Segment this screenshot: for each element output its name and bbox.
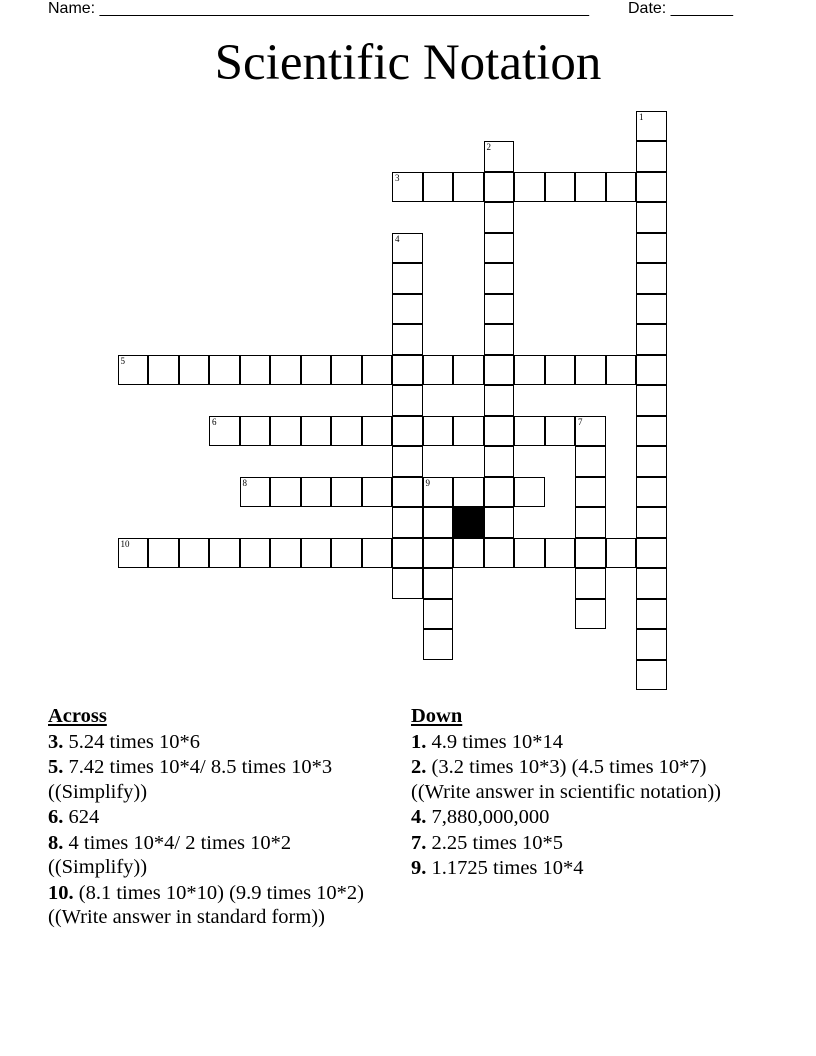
- clue-number: 10.: [48, 881, 74, 904]
- crossword-cell[interactable]: [209, 538, 240, 569]
- name-label: Name:: [48, 0, 96, 17]
- crossword-cell[interactable]: [575, 568, 606, 599]
- crossword-cell[interactable]: [636, 294, 667, 325]
- cell-number: 7: [578, 416, 583, 427]
- across-clue: [48, 881, 388, 930]
- date-label: Date:: [628, 0, 667, 17]
- cell-number: 4: [395, 233, 400, 244]
- page-title: Scientific Notation: [214, 35, 602, 91]
- crossword-cell[interactable]: [392, 446, 423, 477]
- crossword-cell[interactable]: [636, 477, 667, 508]
- crossword-cell[interactable]: [392, 538, 423, 569]
- crossword-cell[interactable]: [606, 538, 637, 569]
- crossword-cell[interactable]: [301, 538, 332, 569]
- clue-number: 8.: [48, 831, 64, 854]
- crossword-cell[interactable]: [636, 263, 667, 294]
- down-heading: Down: [411, 705, 463, 727]
- crossword-cell[interactable]: [301, 477, 332, 508]
- cell-number: 1: [639, 111, 644, 122]
- crossword-cell[interactable]: [301, 416, 332, 447]
- down-clue: [411, 730, 751, 755]
- clue-text: 5.24 times 10*6: [63, 730, 201, 753]
- across-clue-list: [48, 730, 388, 930]
- crossword-cell[interactable]: [484, 233, 515, 264]
- crossword-cell[interactable]: [575, 599, 606, 630]
- clue-text: 2.25 times 10*5: [426, 831, 564, 854]
- down-clue: [411, 831, 751, 856]
- crossword-cell[interactable]: [636, 111, 667, 142]
- black-square: [453, 507, 484, 538]
- crossword-cell[interactable]: [392, 477, 423, 508]
- clue-text: 7.42 times 10*4/ 8.5 times 10*3 ((Simplify)): [48, 756, 333, 803]
- crossword-cell[interactable]: [270, 538, 301, 569]
- crossword-cell[interactable]: [392, 355, 423, 386]
- name-line: _______________________________________________________: [99, 0, 589, 17]
- crossword-cell[interactable]: [636, 538, 667, 569]
- crossword-cell[interactable]: [484, 141, 515, 172]
- crossword-cell[interactable]: [423, 355, 454, 386]
- cell-number: 6: [212, 416, 217, 427]
- crossword-cell[interactable]: [545, 538, 576, 569]
- crossword-cell[interactable]: [179, 355, 210, 386]
- crossword-cell[interactable]: [514, 477, 545, 508]
- crossword-cell[interactable]: [575, 507, 606, 538]
- cell-number: 8: [242, 477, 247, 488]
- crossword-cell[interactable]: [148, 538, 179, 569]
- crossword-cell[interactable]: [301, 355, 332, 386]
- crossword-cell[interactable]: [575, 538, 606, 569]
- crossword-cell[interactable]: [514, 172, 545, 203]
- clue-text: (8.1 times 10*10) (9.9 times 10*2) ((Write answer in standard form)): [48, 881, 365, 928]
- crossword-cell[interactable]: [240, 355, 271, 386]
- down-clues: [411, 704, 751, 882]
- down-clue-list: [411, 730, 751, 881]
- crossword-cell[interactable]: [575, 172, 606, 203]
- crossword-cell[interactable]: [484, 477, 515, 508]
- crossword-cell[interactable]: [484, 172, 515, 203]
- crossword-cell[interactable]: [423, 507, 454, 538]
- down-clue: [411, 805, 751, 830]
- crossword-cell[interactable]: [606, 355, 637, 386]
- crossword-cell[interactable]: [484, 507, 515, 538]
- clue-number: 2.: [411, 756, 427, 778]
- crossword-cell[interactable]: [636, 416, 667, 447]
- crossword-cell[interactable]: [484, 446, 515, 477]
- crossword-cell[interactable]: [270, 416, 301, 447]
- crossword-cell[interactable]: [545, 416, 576, 447]
- crossword-cell[interactable]: [636, 233, 667, 264]
- crossword-cell[interactable]: [423, 477, 454, 508]
- crossword-cell[interactable]: [392, 294, 423, 325]
- crossword-cell[interactable]: [606, 172, 637, 203]
- clue-number: 6.: [48, 806, 64, 828]
- crossword-cell[interactable]: [636, 660, 667, 691]
- crossword-cell[interactable]: [240, 416, 271, 447]
- crossword-cell[interactable]: [362, 416, 393, 447]
- crossword-cell[interactable]: [636, 172, 667, 203]
- crossword-cell[interactable]: [545, 172, 576, 203]
- crossword-cell[interactable]: [636, 385, 667, 416]
- crossword-cell[interactable]: [453, 538, 484, 569]
- crossword-cell[interactable]: [484, 324, 515, 355]
- cell-number: 3: [395, 172, 400, 183]
- across-clues: [48, 704, 388, 931]
- cell-number: 10: [120, 538, 130, 549]
- crossword-cell[interactable]: [331, 538, 362, 569]
- crossword-cell[interactable]: [423, 416, 454, 447]
- down-clue: [411, 755, 751, 804]
- crossword-cell[interactable]: [453, 477, 484, 508]
- crossword-cell[interactable]: [423, 568, 454, 599]
- clue-number: 7.: [411, 831, 427, 854]
- crossword-cell[interactable]: [484, 416, 515, 447]
- crossword-cell[interactable]: [545, 355, 576, 386]
- crossword-cell[interactable]: [575, 477, 606, 508]
- crossword-cell[interactable]: [179, 538, 210, 569]
- date-line: _______: [670, 0, 733, 17]
- crossword-cell[interactable]: [392, 385, 423, 416]
- crossword-cell[interactable]: [575, 355, 606, 386]
- crossword-cell[interactable]: [362, 538, 393, 569]
- crossword-cell[interactable]: [453, 355, 484, 386]
- crossword-cell[interactable]: [514, 538, 545, 569]
- crossword-cell[interactable]: [636, 568, 667, 599]
- crossword-cell[interactable]: [575, 446, 606, 477]
- crossword-cell[interactable]: [484, 263, 515, 294]
- crossword-cell[interactable]: [392, 416, 423, 447]
- clue-text: 1.1725 times 10*4: [426, 857, 584, 879]
- crossword-cell[interactable]: [514, 355, 545, 386]
- crossword-cell[interactable]: [148, 355, 179, 386]
- cell-number: 9: [425, 477, 430, 488]
- crossword-cell[interactable]: [392, 263, 423, 294]
- clue-text: 4.9 times 10*14: [426, 730, 564, 753]
- crossword-cell[interactable]: [240, 538, 271, 569]
- crossword-cell[interactable]: [118, 538, 149, 569]
- across-clue: [48, 730, 388, 755]
- across-clue: [48, 755, 388, 804]
- clue-number: 4.: [411, 806, 427, 828]
- cell-number: 5: [120, 355, 125, 366]
- crossword-cell[interactable]: [636, 141, 667, 172]
- clue-text: 7,880,000,000: [426, 806, 550, 828]
- crossword-cell[interactable]: [362, 477, 393, 508]
- crossword-cell[interactable]: [636, 355, 667, 386]
- crossword-cell[interactable]: [392, 172, 423, 203]
- crossword-cell[interactable]: [362, 355, 393, 386]
- clue-text: 624: [63, 806, 100, 828]
- across-heading: Across: [48, 705, 107, 727]
- crossword-cell[interactable]: [331, 477, 362, 508]
- crossword-cell[interactable]: [453, 416, 484, 447]
- crossword-cell[interactable]: [392, 507, 423, 538]
- crossword-cell[interactable]: [514, 416, 545, 447]
- clue-text: 4 times 10*4/ 2 times 10*2 ((Simplify)): [48, 831, 292, 878]
- crossword-cell[interactable]: [484, 294, 515, 325]
- crossword-cell[interactable]: [636, 446, 667, 477]
- crossword-cell[interactable]: [636, 629, 667, 660]
- crossword-cell[interactable]: [484, 202, 515, 233]
- clue-number: 9.: [411, 857, 427, 879]
- crossword-cell[interactable]: [636, 324, 667, 355]
- crossword-cell[interactable]: [240, 477, 271, 508]
- clue-number: 3.: [48, 730, 64, 753]
- crossword-cell[interactable]: [423, 538, 454, 569]
- crossword-cell[interactable]: [270, 477, 301, 508]
- crossword-cell[interactable]: [209, 355, 240, 386]
- crossword-cell[interactable]: [423, 599, 454, 630]
- clue-number: 5.: [48, 756, 64, 778]
- crossword-cell[interactable]: [331, 416, 362, 447]
- crossword-cell[interactable]: [484, 385, 515, 416]
- crossword-cell[interactable]: [209, 416, 240, 447]
- across-clue: [48, 805, 388, 830]
- crossword-cell[interactable]: [484, 538, 515, 569]
- crossword-cell[interactable]: [484, 355, 515, 386]
- crossword-cell[interactable]: [392, 568, 423, 599]
- crossword-cell[interactable]: [270, 355, 301, 386]
- crossword-cell[interactable]: [118, 355, 149, 386]
- crossword-cell[interactable]: [392, 233, 423, 264]
- crossword-cell[interactable]: [423, 172, 454, 203]
- crossword-cell[interactable]: [392, 324, 423, 355]
- crossword-cell[interactable]: [331, 355, 362, 386]
- crossword-cell[interactable]: [423, 629, 454, 660]
- crossword-cell[interactable]: [636, 599, 667, 630]
- down-clue: [411, 856, 751, 881]
- clue-text: (3.2 times 10*3) (4.5 times 10*7) ((Write answer in scientific notation)): [411, 756, 721, 803]
- clue-number: 1.: [411, 730, 427, 753]
- crossword-cell[interactable]: [575, 416, 606, 447]
- across-clue: [48, 831, 388, 880]
- crossword-cell[interactable]: [636, 507, 667, 538]
- crossword-cell[interactable]: [453, 172, 484, 203]
- cell-number: 2: [486, 142, 491, 152]
- crossword-cell[interactable]: [636, 202, 667, 233]
